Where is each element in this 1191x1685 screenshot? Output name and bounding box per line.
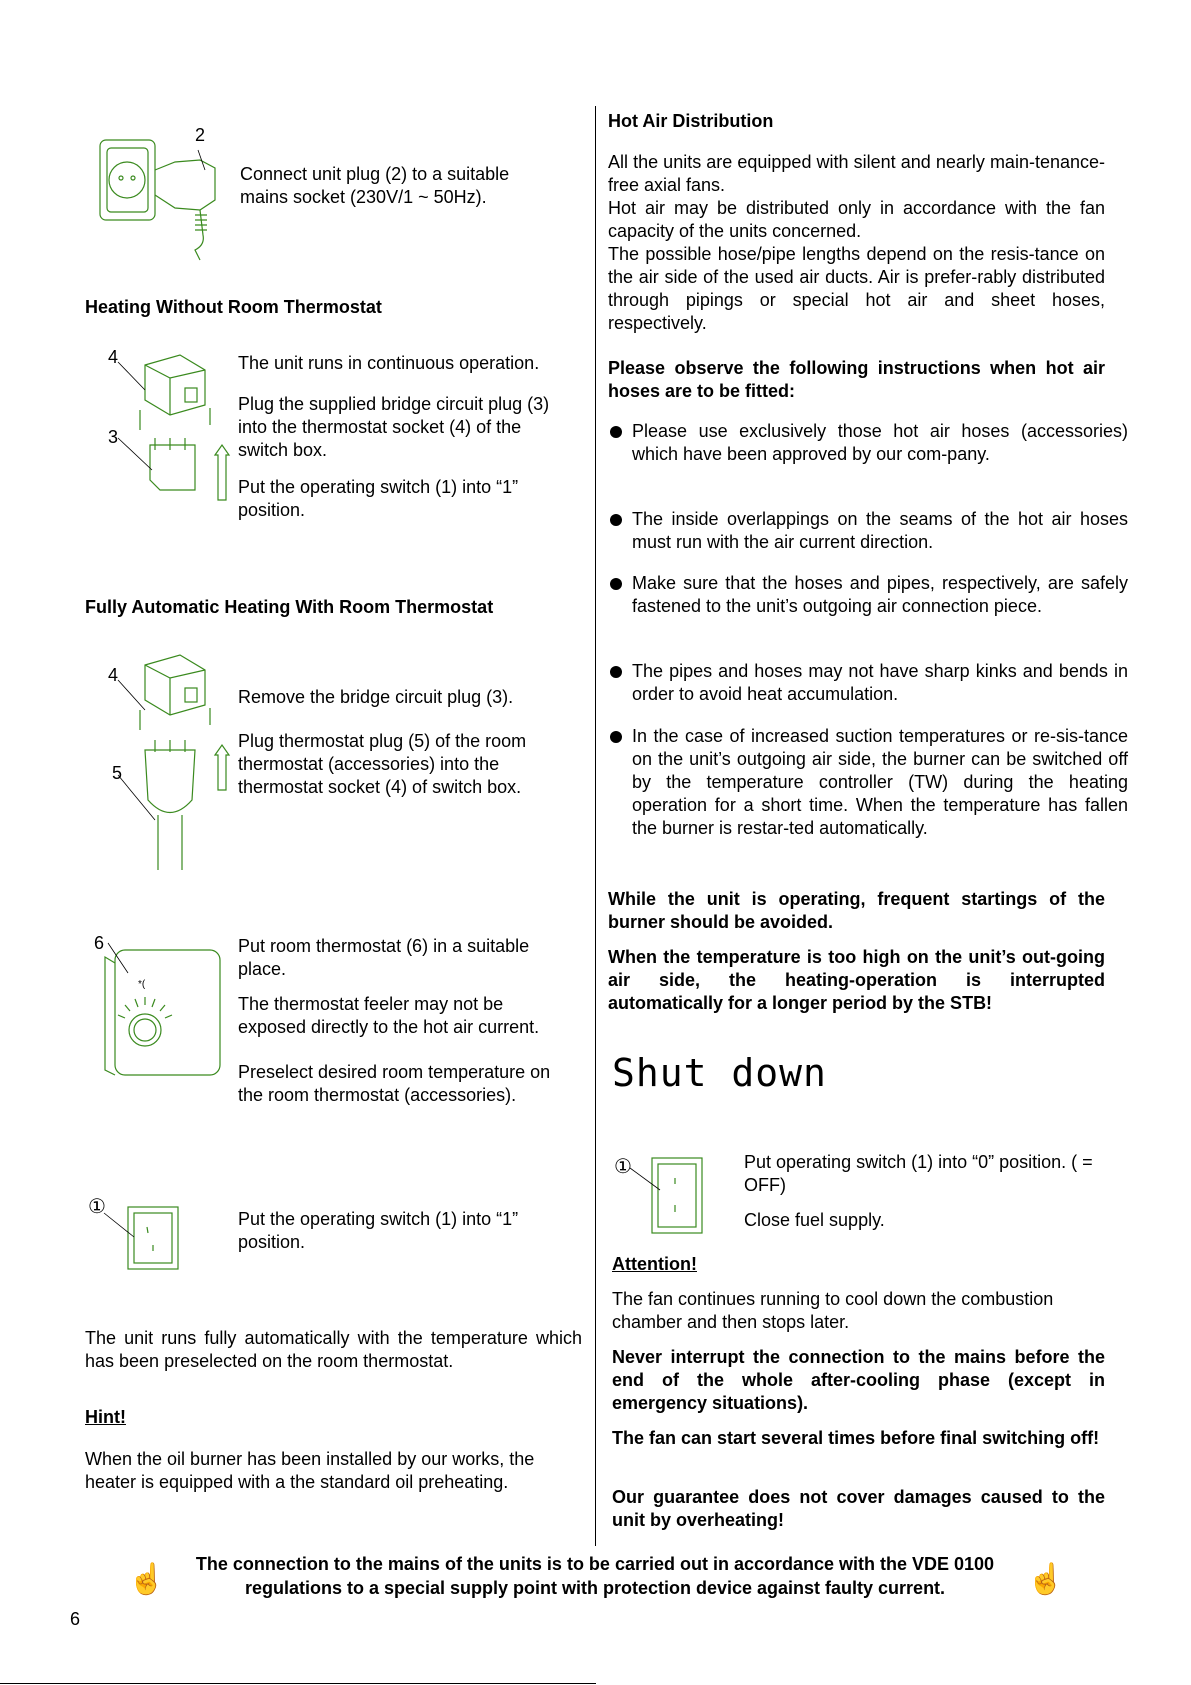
page-number: 6 — [70, 1609, 81, 1629]
attention-never-interrupt: Never interrupt the connection to the mains before the end of the whole after-cooling phase (except in emergency situations). — [612, 1347, 1105, 1413]
bullet-temperature-controller: In the case of increased suction temperatures or re-sis-tance on the unit’s outgoing air side, the burner can be switched off by the temperature controller (TW) during the heating operation for a short time. When the temperature has fallen the burner is restar-ted automatically. — [610, 725, 1128, 840]
label-socket-4b: 4 — [108, 665, 119, 685]
column-divider — [595, 106, 596, 1546]
bridge-plug-illustration — [100, 350, 235, 510]
label-bridge-plug-3: 3 — [108, 427, 119, 447]
continuous-operation-text: The unit runs in continuous operation. — [238, 353, 540, 373]
feeler-warning-text: The thermostat feeler may not be exposed directly to the hot air current. — [238, 994, 540, 1037]
plug-label: 2 — [195, 125, 206, 145]
warning-frequent-starts: While the unit is operating, frequent startings of the burner should be avoided. — [608, 889, 1105, 932]
thermostat-plug-illustration — [100, 650, 235, 870]
switch-on-instruction: Put the operating switch (1) into “1” position. — [238, 477, 519, 520]
room-thermostat-illustration — [90, 935, 230, 1085]
label-thermostat-plug-5: 5 — [112, 763, 123, 783]
plug-instruction: Connect unit plug (2) to a suitable mains socket (230V/1 ~ 50Hz). — [240, 164, 510, 207]
bottom-rule — [0, 1683, 596, 1684]
hint-title: Hint! — [85, 1407, 126, 1427]
hot-air-p3: The possible hose/pipe lengths depend on the resis-tance on the air side of the used air ducts. Air is prefer-rably distributed through pipings or special hot air and sheet hoses, respectively. — [608, 244, 1105, 333]
label-socket-4: 4 — [108, 347, 119, 367]
hot-air-title: Hot Air Distribution — [608, 111, 774, 131]
heading-with-thermostat: Fully Automatic Heating With Room Thermostat — [85, 597, 494, 617]
instructions-title: Please observe the following instructions when hot air hoses are to be fitted: — [608, 358, 1105, 401]
mains-connection-note: The connection to the mains of the units is to be carried out in accordance with the VDE 0100 regulations to a special supply point with protection device against faulty current. — [195, 1554, 995, 1598]
hot-air-p1: All the units are equipped with silent and nearly main-tenance-free axial fans. — [608, 152, 1105, 195]
remove-bridge-text: Remove the bridge circuit plug (3). — [238, 687, 514, 707]
bullet-seam-overlap: The inside overlappings on the seams of the hot air hoses must run with the air current direction. — [610, 508, 1128, 554]
place-thermostat-text: Put room thermostat (6) in a suitable place. — [238, 936, 530, 979]
attention-fan-cooling: The fan continues running to cool down the combustion chamber and then stops later. — [612, 1289, 1054, 1332]
hint-text: When the oil burner has been installed by our works, the heater is equipped with a the standard oil preheating. — [85, 1449, 535, 1492]
thermostat-plug-instruction: Plug thermostat plug (5) of the room thermostat (accessories) into the thermostat socket (4) of switch box. — [238, 731, 527, 797]
attention-fan-restarts: The fan can start several times before final switching off! — [612, 1428, 1100, 1448]
close-fuel-instruction: Close fuel supply. — [744, 1210, 885, 1230]
label-room-thermostat-6: 6 — [94, 933, 105, 953]
svg-text:*(: *( — [138, 979, 146, 990]
hot-air-p2: Hot air may be distributed only in accordance with the fan capacity of the units concerned. — [608, 198, 1105, 241]
switch-off-instruction: Put operating switch (1) into “0” position. ( = OFF) — [744, 1152, 1093, 1195]
bullet-fastened: Make sure that the hoses and pipes, respectively, are safely fastened to the unit’s outgoing air connection piece. — [610, 572, 1128, 618]
attention-guarantee: Our guarantee does not cover damages caused to the unit by overheating! — [612, 1487, 1105, 1530]
label-off-switch-1: ① — [614, 1156, 632, 1178]
pointing-hand-icon-left: ☝ — [128, 1563, 166, 1596]
plug-socket-illustration — [95, 120, 235, 265]
pointing-hand-icon-right: ☝ — [1027, 1563, 1065, 1596]
bullet-approved-hoses: Please use exclusively those hot air hoses (accessories) which have been approved by our com-pany. — [610, 420, 1128, 466]
switch-on-instruction-2: Put the operating switch (1) into “1” position. — [238, 1209, 519, 1252]
warning-stb: When the temperature is too high on the unit’s out-going air side, the heating-operation is interrupted automatically for a longer period by the STB! — [608, 947, 1105, 1013]
shutdown-title: Shut down — [612, 1051, 827, 1095]
attention-title: Attention! — [612, 1254, 697, 1274]
heading-without-thermostat: Heating Without Room Thermostat — [85, 297, 382, 317]
automatic-operation-text: The unit runs fully automatically with the temperature which has been preselected on the room thermostat. — [85, 1328, 582, 1371]
label-operating-switch-1: ① — [88, 1196, 106, 1218]
preselect-temperature-text: Preselect desired room temperature on the room thermostat (accessories). — [238, 1062, 551, 1105]
bullet-no-kinks: The pipes and hoses may not have sharp kinks and bends in order to avoid heat accumulation. — [610, 660, 1128, 706]
bridge-plug-instruction: Plug the supplied bridge circuit plug (3) into the thermostat socket (4) of the switch box. — [238, 394, 550, 460]
